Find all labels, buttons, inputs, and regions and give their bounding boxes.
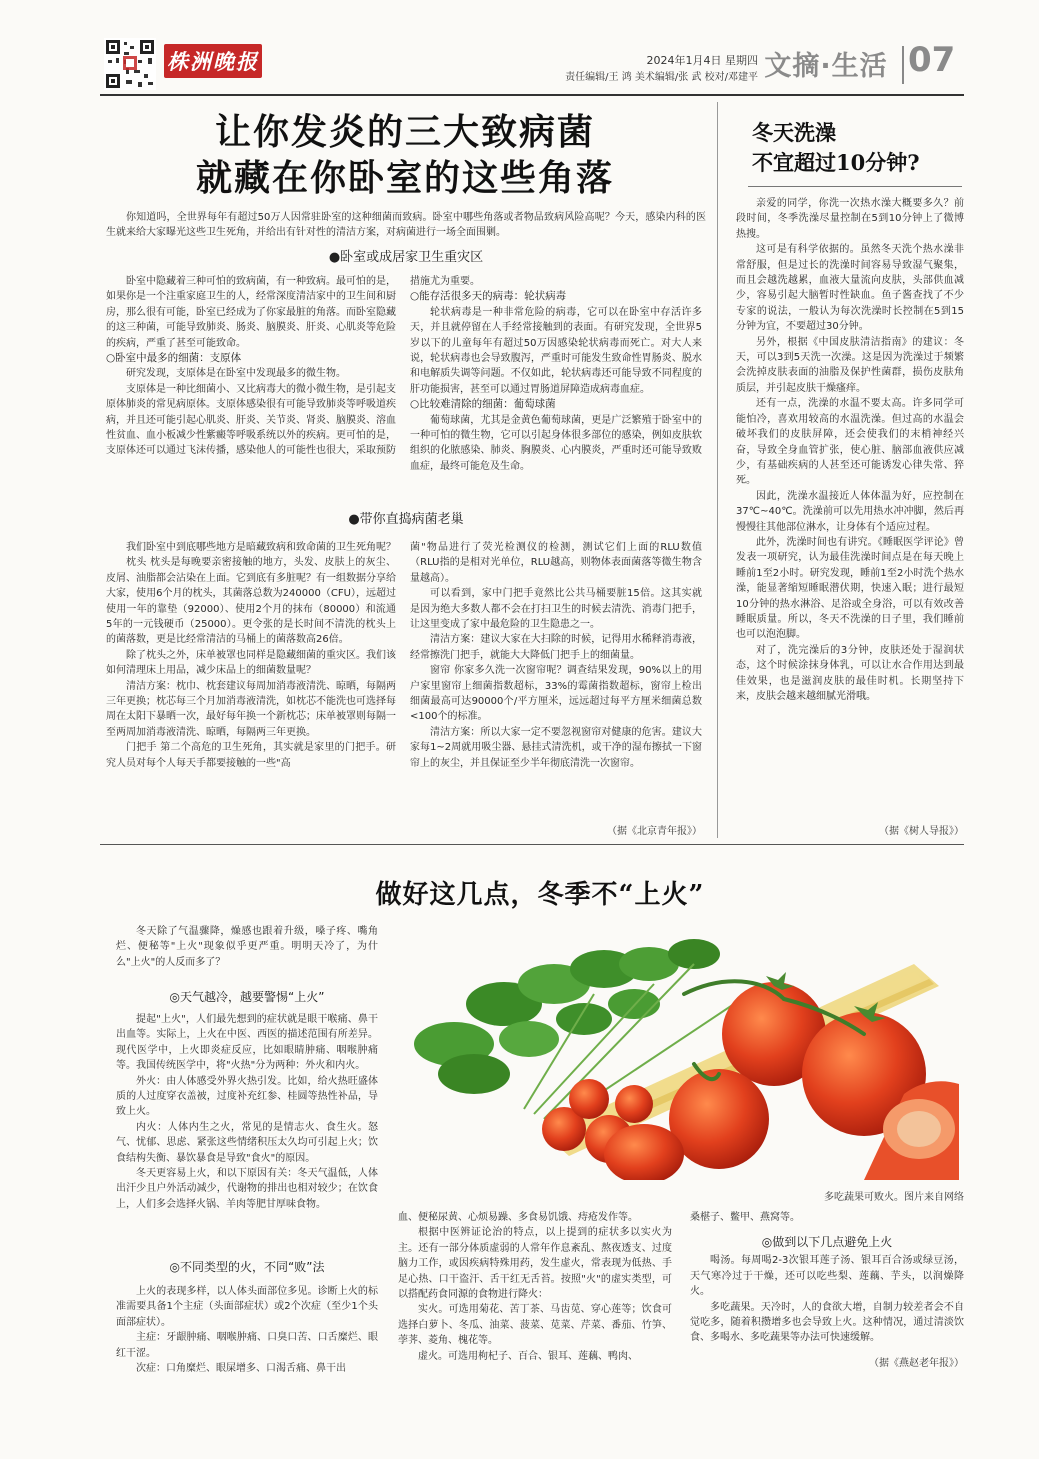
masthead-rule (100, 94, 964, 96)
article1-section1-col1 (106, 274, 396, 459)
article1-subheading: ○比较难清除的细菌：葡萄球菌 (410, 398, 556, 411)
article3-intro: 冬天除了气温骤降，燥感也跟着升级，嗓子疼、嘴角烂、便秘等"上火"现象似乎更严重。明明天冷了，为什么"上火"的人反而多了？ (116, 926, 378, 968)
article2-paragraph: 这可是有科学依据的。虽然冬天洗个热水澡非常舒服，但是过长的洗澡时间容易导致湿气聚集，而且会越洗越累，血液大量流向皮肤，头部供血减少，容易引起大脑暂时性缺血。鱼子酱查找了不少专家的说法，一般认为每次洗澡时长控制在5到15分钟为宜，不要超过30分钟。 (736, 244, 964, 333)
article2-paragraph: 对了，洗完澡后的3分钟，皮肤还处于湿润状态，这个时候涂抹身体乳，可以让水合作用达到最佳效果，也是滋润皮肤的最佳时机。长期坚持下来，皮肤会越来越细腻光滑哦。 (736, 644, 964, 702)
article1-paragraph: 门把手 第二个高危的卫生死角，其实就是家里的门把手。研究人员对每个人每天手都要接触的一些"高 (106, 742, 396, 769)
article2-paragraph: 亲爱的同学，你洗一次热水澡大概要多久？前段时间，冬季洗澡尽量控制在5到10分钟上了微博热搜。 (736, 198, 964, 240)
article2-paragraph: 此外，洗澡时间也有讲究。《睡眠医学评论》曾发表一项研究，认为最佳洗澡时间点是在每天晚上睡前1至2小时。研究发现，睡前1至2小时洗个热水澡，能显著缩短睡眠潜伏期，快速入眠；进行最短10分钟的热水淋浴、足浴或全身浴，可以有效改善睡眠质量。所以，冬天不洗澡的日子里，我们睡前也可以泡泡脚。 (736, 536, 964, 641)
article3-paragraph: 虚火。可选用枸杞子、百合、银耳、莲藕、鸭肉、 (418, 1350, 638, 1362)
paper-logo (164, 44, 262, 78)
article2-paragraph: 另外，根据《中国皮肤清洁指南》的建议：冬天，可以3到5天洗一次澡。这是因为洗澡过于频繁会洗掉皮肤表面的油脂及保护性菌群，损伤皮肤角质层，并引起皮肤干燥瘙痒。 (736, 336, 964, 394)
article1-paragraph: 可以看到，家中门把手竟然比公共马桶要脏15倍。这其实就是因为绝大多数人都不会在打扫卫生的时候去清洗、消毒门把手，让这里变成了家中最危险的卫生隐患之一。 (410, 588, 702, 631)
article2-title-rule (748, 186, 962, 187)
article1-paragraph: 措施尤为重要。 (410, 276, 480, 287)
article1-title-line2: 就藏在你卧室的这些角落 (195, 158, 614, 199)
article2-paragraph: 因此，洗澡水温接近人体体温为好，应控制在37℃~40℃。洗澡前可以先用热水冲冲脚，然后再慢慢往其他部位淋水，让身体有个适应过程。 (736, 490, 964, 533)
article1-lead: 你知道吗，全世界每年有超过50万人因常驻卧室的这种细菌而致病。卧室中哪些角落或者物品致病风险高呢？今天，感染内科的医生就来给大家曝光这些卫生死角，并给出有针对性的清洁方案，对病菌进行一场全面围剿。 (106, 212, 706, 239)
paper-name: 株洲晚报 (167, 49, 259, 74)
article1-paragraph: 窗帘 你家多久洗一次窗帘呢？调查结果发现，90%以上的用户家里窗帘上细菌指数超标，33%的霉菌指数超标，窗帘上检出细菌最高可达90000个/平方厘米，远远超过每平方厘米细菌总数<100个的标准。 (410, 665, 702, 723)
article3-col2-first: 血、便秘尿黄、心烦易躁、多食易饥饿、痔疮发作等。 (398, 1212, 638, 1223)
article1-section1-col2 (410, 274, 702, 474)
article3-paragraph: 实火。可选用菊花、苦丁茶、马齿苋、穿心莲等；饮食可选择白萝卜、冬瓜、油菜、菠菜、苋菜、芹菜、番茄、竹笋、荸荠、菱角、槐花等。 (398, 1304, 672, 1347)
article3-paragraph: 主症：牙龈肿痛、咽喉肿痛、口臭口苦、口舌糜烂、眼红干涩。 (116, 1332, 378, 1359)
article1-paragraph: 清洁方案：枕巾、枕套建议每周加消毒液清洗、晾晒，每隔两三年更换；枕芯每三个月加消毒液清洗，如枕芯不能洗也可选择每周在太阳下暴晒一次，最好每年换一个新枕芯；床单被罩则每隔一至两周加消毒液清洗、晾晒，每隔两三年更换。 (106, 680, 396, 738)
article1-paragraph: 卧室中隐藏着三种可怕的致病菌，有一种致病。最可怕的是，如果你是一个注重家庭卫生的人，经常深度清洁家中的卫生间和厨房，那么很有可能，卧室已经成为了你家最脏的角落。而卧室隐藏的这三种菌，可能导致肺炎、肠炎、脑膜炎、肝炎、心肌炎等危险的疾病，严重了甚至可能致命。 (106, 276, 396, 349)
article2-source: （据《树人导报》） (879, 826, 964, 837)
article2-title-line1: 冬天洗澡 (752, 120, 836, 145)
article1-paragraph: 枕头 枕头是每晚要亲密接触的地方，头发、皮肤上的灰尘、皮屑、油脂都会沾染在上面。它到底有多脏呢？有一组数据分享给大家，使用6个月的枕头，其菌落总数为240000（CFU），远超过使用一年的靠垫（92000）、使用2个月的抹布（80000）和流通5年的一元钱硬币（25000）。更令张的是长时间不清洗的枕头上的菌落数，更是比经常清洁的马桶上的菌落数高26倍。 (106, 557, 396, 646)
article3-title: 做好这几点，冬季不“上火” (375, 880, 705, 910)
article3-col1-part1 (116, 1012, 378, 1212)
article2-title-line2: 不宜超过10分钟? (752, 150, 920, 175)
article3-col3-first: 桑椹子、鳖甲、燕窝等。 (690, 1212, 800, 1223)
article-divider (100, 844, 964, 845)
article3-paragraph: 次症：口角糜烂、眼屎增多、口渴舌痛、鼻干出 (136, 1363, 346, 1375)
section-name: 文摘·生活 (764, 51, 888, 82)
article1-section1-heading: ●卧室或成居家卫生重灾区 (328, 250, 484, 265)
qr-code (104, 38, 156, 90)
article1-title (150, 110, 660, 202)
column-divider (717, 102, 718, 838)
article3-heading3: ◎做到以下几点避免上火 (761, 1235, 893, 1250)
page-number: 07 (908, 40, 956, 80)
image-caption: 多吃蔬果可败火。图片来自网络 (824, 1192, 964, 1203)
editors-line: 责任编辑/王 鸿 美术编辑/张 武 校对/邓建平 (565, 72, 758, 83)
article3-paragraph: 外火：由人体感受外界火热引发。比如，给火热旺盛体质的人过度穿衣盖被，过度补充红参、桂圆等热性补品，导致上火。 (116, 1075, 378, 1118)
date-line: 2024年1月4日 星期四 (646, 54, 758, 67)
article3-heading2: ◎不同类型的火，不同“败”法 (169, 1260, 325, 1274)
article3-paragraph: 多吃蔬果。天冷时，人的食欲大增，自制力较差者会不自觉吃多，随着积攒增多也会导致上火。这种情况，通过清淡饮食、多喝水、多吃蔬果等办法可快速缓解。 (690, 1301, 964, 1344)
article1-paragraph: 轮状病毒是一种非常危险的病毒，它可以在卧室中存活许多天，并且就停留在人手经常接触到的表面。有研究发现，全世界5岁以下的儿童每年有超过50万因感染轮状病毒而死亡。对大人来说，轮状病毒也会导致腹泻，严重时可能发生致命性胃肠炎、脱水和电解质失调等问题。不仅如此，轮状病毒还可能导致不同程度的肝功能损害，甚至可以通过胃肠道屏障造成病毒血症。 (410, 306, 702, 395)
article1-paragraph: 支原体是一种比细菌小、又比病毒大的微小微生物，是引起支原体肺炎的常见病原体。支原体感染很有可能导致肺炎等呼吸道疾病，并且还可能引起心肌炎、肝炎、关节炎、肾炎、脑膜炎、溶血性贫血、血小板减少性紫癜等呼吸系统以外的疾病。更可怕的是，支原体还可以通过飞沫传播，感染他人的可能性也很大，采取预防 (106, 383, 396, 457)
article3-paragraph: 上火的表现多样，以人体头面部位多见。诊断上火的标准需要具备1个主症（头面部症状）或2个次症（至少1个头面部症状）。 (116, 1286, 378, 1328)
article1-subheading: ○能存活很多天的病毒：轮状病毒 (410, 290, 567, 303)
article1-paragraph: 我们卧室中到底哪些地方是暗藏致病和致命菌的卫生死角呢？ (126, 542, 396, 553)
article1-title-line1: 让你发炎的三大致病菌 (214, 112, 595, 153)
article3-col1-part2 (116, 1284, 378, 1376)
article3-paragraph: 喝汤。每周喝2-3次银耳莲子汤、银耳百合汤或绿豆汤，天气寒冷过于干燥，还可以吃些梨、莲藕、芋头，以润燥降火。 (690, 1255, 964, 1298)
article1-section2-heading: ●带你直捣病菌老巢 (348, 512, 464, 527)
article1-paragraph: 清洁方案：建议大家在大扫除的时候，记得用水稀释消毒液，经常擦洗门把手，就能大大降低门把手上的细菌量。 (410, 634, 702, 661)
masthead-divider-vertical (902, 46, 904, 84)
article2-paragraph: 还有一点，洗澡的水温不要太高。许多同学可能怕冷，喜欢用较高的水温洗澡。但过高的水温会破坏我们的皮肤屏障，还会使我们的末梢神经兴奋，导致全身血管扩张，使心脏、脑部血液供应减少，有基础疾病的人甚至还可能诱发心律失常、猝死。 (736, 398, 964, 487)
article1-subheading: ○卧室中最多的细菌：支原体 (106, 352, 242, 365)
article1-paragraph: 菌"物品进行了荧光检测仪的检测，测试它们上面的RLU数值（RLU指的是相对光单位，RLU越高，则物体表面菌落等微生物含量越高）。 (410, 542, 702, 584)
article3-col3 (690, 1210, 964, 1369)
article3-col2 (398, 1210, 672, 1364)
article1-paragraph: 除了枕头之外，床单被罩也同样是隐藏细菌的重灾区。我们该如何清理床上用品，减少床品上的细菌数量呢？ (106, 649, 396, 677)
article3-source: （据《燕赵老年报》） (869, 1357, 964, 1369)
article1-paragraph: 清洁方案：所以大家一定不要忽视窗帘对健康的危害。建议大家每1~2周就用吸尘器、悬挂式清洗机，或干净的湿布擦拭一下窗帘上的灰尘，并且保证至少半年彻底清洗一次窗帘。 (410, 726, 702, 769)
article1-section2-col1 (106, 540, 396, 771)
article2-title (752, 118, 962, 178)
article2-body (736, 196, 964, 704)
article3-paragraph: 冬天更容易上火，和以下原因有关：冬天气温低，人体出汗少且户外活动减少，代谢物的排出也相对较少；在饮食上，人们多会选择火锅、羊肉等肥甘厚味食物。 (116, 1168, 378, 1210)
article1-paragraph: 葡萄球菌，尤其是金黄色葡萄球菌，更是广泛繁殖于卧室中的一种可怕的微生物，它可以引起身体很多部位的感染，例如皮肤软组织的化脓感染、肺炎、胸膜炎、心内膜炎，严重时还可能导致败血症，最终可能危及生命。 (410, 414, 702, 472)
article3-paragraph: 根据中医辨证论治的特点，以上提到的症状多以实火为主。还有一部分体质虚弱的人常年作息紊乱、熬夜透支、过度脑力工作，或因疾病特殊用药，发生虚火，常表现为低热、手足心热、口干盗汗、舌干红无舌苔。按照"火"的虚实类型，可以搭配药食同源的食物进行降火： (398, 1227, 672, 1301)
article1-source: （据《北京青年报》） (607, 826, 702, 837)
article1-section2-col2 (410, 540, 702, 771)
article3-heading1: ◎天气越冷，越要警惕“上火” (169, 990, 325, 1004)
article3-paragraph: 提起"上火"，人们最先想到的症状就是眼干喉痛、鼻干出血等。实际上，上火在中医、西医的描述范围有所差异。现代医学中，上火即炎症反应，比如眼睛肿痛、咽喉肿痛等。我国传统医学中，将"火热"分为两种：外火和内火。 (116, 1014, 378, 1072)
article3-paragraph: 内火：人体内生之火，常见的是情志火、食生火。怒气、忧郁、思虑、紧张这些情绪积压太久均可引起上火；饮食结构失衡、暴饮暴食是导致"食火"的原因。 (116, 1121, 378, 1164)
vegetable-photo (394, 924, 964, 1180)
article1-paragraph: 研究发现，支原体是在卧室中发现最多的微生物。 (126, 368, 346, 380)
